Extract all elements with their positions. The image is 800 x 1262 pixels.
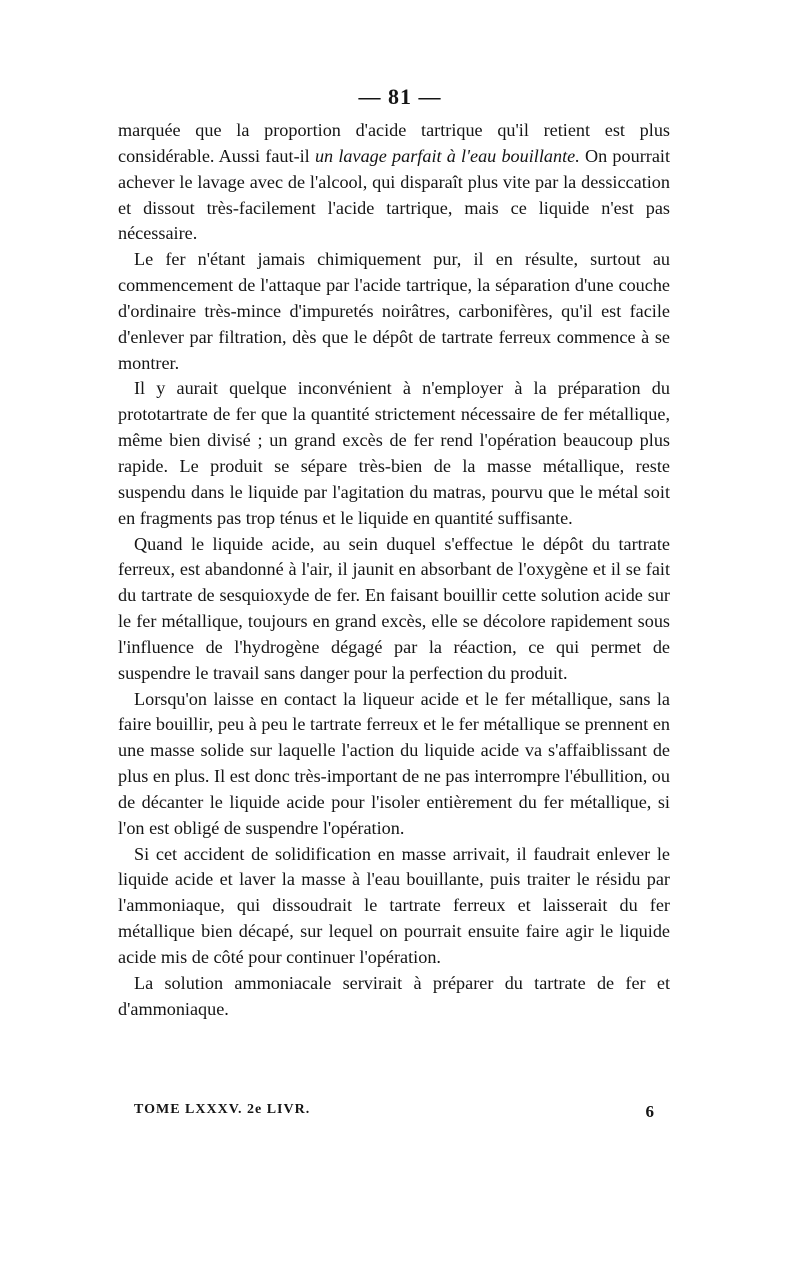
paragraph-text: On pourrait achever le lavage avec de l'alcool, qui disparaît plus vite par la dessiccation et dissout très-facilement l'acide tartrique, mais ce liquide n'est pas nécessaire. — [118, 145, 670, 244]
page-footer — [134, 1102, 654, 1121]
body-text — [118, 118, 670, 1023]
paragraph: Quand le liquide acide, au sein duquel s'effectue le dépôt du tartrate ferreux, est abandonné à l'air, il jaunit en absorbant de l'oxygène et il se fait du tartrate de sesquioxyde de fer. En faisant bouillir cette solution acide sur le fer métallique, toujours en grand excès, elle se décolore rapidement sous l'influence de l'hydrogène dégagé par la réaction, ce qui permet de suspendre le travail sans danger pour la perfection du produit. — [118, 533, 670, 683]
paragraph — [118, 118, 670, 247]
volume-info: TOME LXXXV. 2e LIVR. — [134, 1102, 311, 1117]
paragraph: Lorsqu'on laisse en contact la liqueur acide et le fer métallique, sans la faire bouillir, peu à peu le tartrate ferreux et le fer métallique se prennent en une masse solide sur laquelle l'action du liquide acide va s'affaiblissant de plus en plus. Il est donc très-important de ne pas interrompre l'ébullition, ou de décanter le liquide acide pour l'isoler entièrement du fer métallique, si l'on est obligé de suspendre l'opération. — [118, 688, 670, 838]
paragraph: La solution ammoniacale servirait à préparer du tartrate de fer et d'ammoniaque. — [118, 972, 670, 1019]
paragraph: Il y aurait quelque inconvénient à n'employer à la préparation du prototartrate de fer que la quantité strictement nécessaire de fer métallique, même bien divisé ; un grand excès de fer rend l'opération beaucoup plus rapide. Le produit se sépare très-bien de la masse métallique, reste suspendu dans le liquide par l'agitation du matras, pourvu que le métal soit en fragments pas trop ténus et le liquide en quantité suffisante. — [118, 378, 670, 528]
page-number: — 81 — — [358, 84, 442, 109]
emphasized-text: un lavage parfait à l'eau bouillante. — [314, 145, 580, 166]
paragraph: Si cet accident de solidification en masse arrivait, il faudrait enlever le liquide acide et laver la masse à l'eau bouillante, puis traiter le résidu par l'ammoniaque, qui dissoudrait le tartrate ferreux et laisserait du fer métallique bien décapé, sur lequel on pourrait ensuite faire agir le liquide acide mis de côté pour continuer l'opération. — [118, 843, 670, 967]
paragraph: Le fer n'étant jamais chimiquement pur, il en résulte, surtout au commencement de l'attaque par l'acide tartrique, la séparation d'une couche d'ordinaire très-mince d'impuretés noirâtres, carbonifères, qu'il est facile d'enlever par filtration, dès que le dépôt de tartrate ferreux commence à se montrer. — [118, 249, 670, 373]
signature-mark: 6 — [645, 1102, 654, 1121]
paragraph-text: marquée que la proportion d'acide tartrique qu'il retient est plus considérable. Aussi faut-il — [118, 120, 670, 166]
